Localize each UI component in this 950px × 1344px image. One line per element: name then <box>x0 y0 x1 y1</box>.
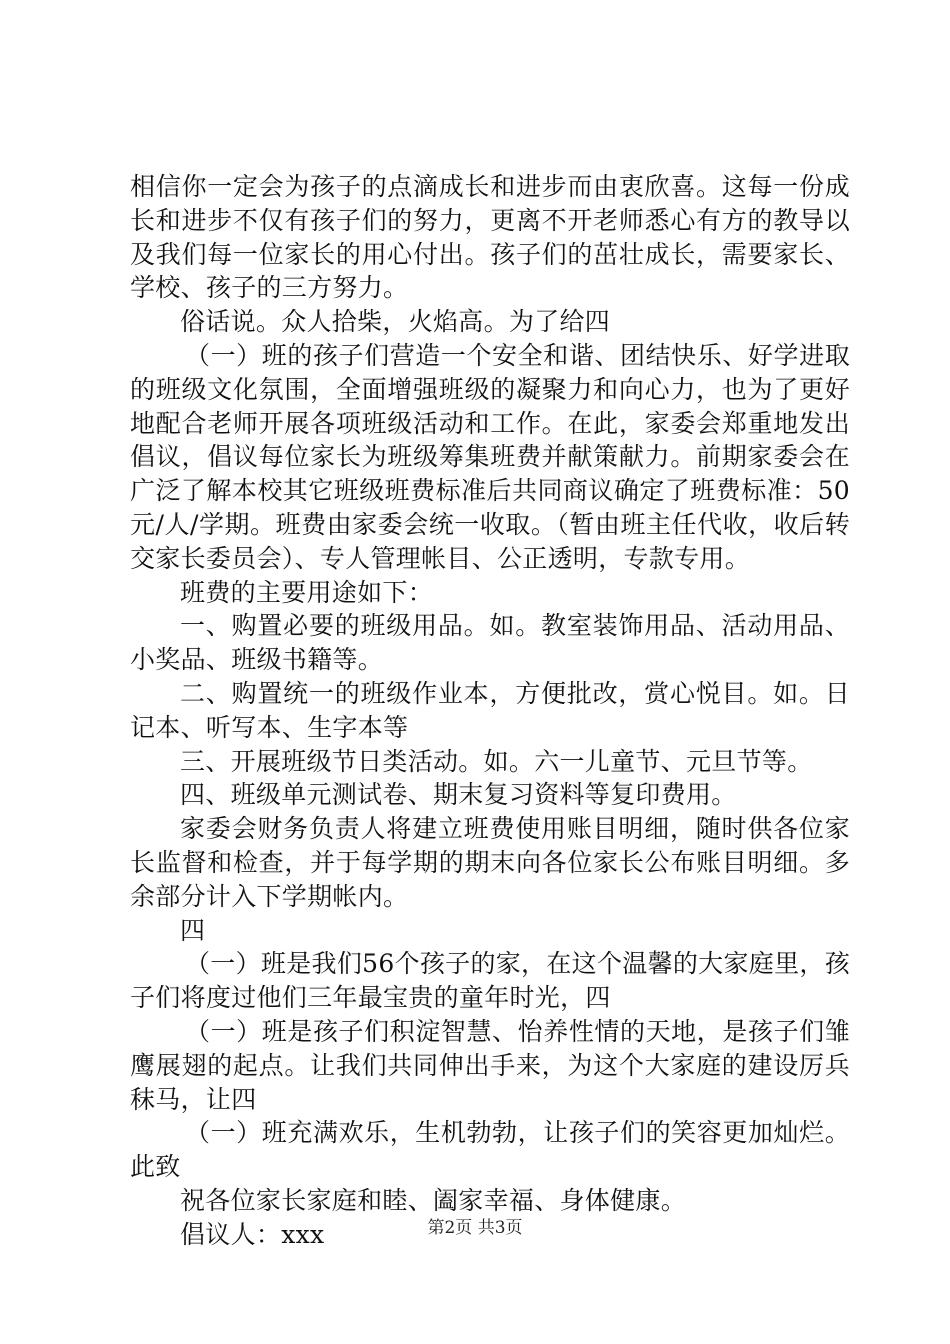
paragraph-9: 家委会财务负责人将建立班费使用账目明细，随时供各位家长监督和检查，并于每学期的期末向各位家长公布账目明细。多余部分计入下学期帐内。 <box>130 814 850 911</box>
paragraph-14: 祝各位家长家庭和睦、阖家幸福、身体健康。 <box>180 1185 687 1215</box>
paragraph-4: 班费的主要用途如下： <box>180 577 434 607</box>
paragraph-13: （一）班充满欢乐，生机勃勃，让孩子们的笑容更加灿烂。此致 <box>130 1118 850 1182</box>
paragraph-15: 倡议人：xxx <box>180 1219 325 1249</box>
paragraph-6: 二、购置统一的班级作业本，方便批改，赏心悦目。如。日记本、听写本、生字本等 <box>130 678 850 742</box>
paragraph-8: 四、班级单元测试卷、期末复习资料等复印费用。 <box>180 780 737 810</box>
document-body <box>130 170 850 1252</box>
paragraph-1: 相信你一定会为孩子的点滴成长和进步而由衷欣喜。这每一份成长和进步不仅有孩子们的努力，更离不开老师悉心有方的教导以及我们每一位家长的用心付出。孩子们的茁壮成长，需要家长、学校、孩子的三方努力。 <box>130 172 850 303</box>
paragraph-2: 俗话说。众人拾柴，火焰高。为了给四 <box>180 307 611 337</box>
page-footer <box>0 1218 950 1238</box>
page-number-label: 第2页 共3页 <box>427 1218 523 1238</box>
paragraph-7: 三、开展班级节日类活动。如。六一儿童节、元旦节等。 <box>180 746 813 776</box>
paragraph-11: （一）班是我们56个孩子的家，在这个温馨的大家庭里，孩子们将度过他们三年最宝贵的童年时光，四 <box>130 949 850 1013</box>
paragraph-5: 一、购置必要的班级用品。如。教室装饰用品、活动用品、小奖品、班级书籍等。 <box>130 611 850 675</box>
paragraph-3: （一）班的孩子们营造一个安全和谐、团结快乐、好学进取的班级文化氛围，全面增强班级的凝聚力和向心力，也为了更好地配合老师开展各项班级活动和工作。在此，家委会郑重地发出倡议，倡议每位家长为班级筹集班费并献策献力。前期家委会在广泛了解本校其它班级班费标准后共同商议确定了班费标准：50元/人/学期。班费由家委会统一收取。（暂由班主任代收，收后转交家长委员会）、专人管理帐目、公正透明，专款专用。 <box>130 340 850 573</box>
paragraph-10: 四 <box>180 915 206 945</box>
paragraph-12: （一）班是孩子们积淀智慧、怡养性情的天地，是孩子们雏鹰展翅的起点。让我们共同伸出手来，为这个大家庭的建设厉兵秣马，让四 <box>130 1016 850 1114</box>
